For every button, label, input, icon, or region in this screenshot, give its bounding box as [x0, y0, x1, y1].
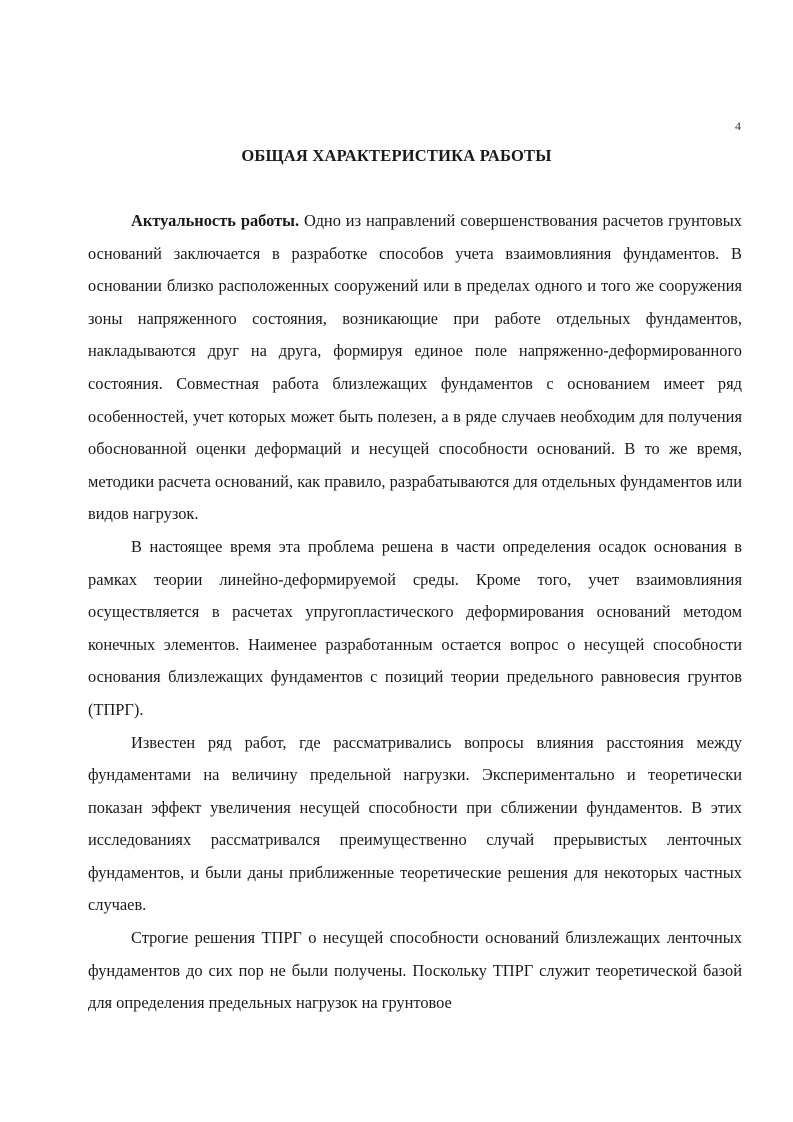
paragraph-text: Известен ряд работ, где рассматривались вопросы влияния расстояния между фундаментами на величину предельной нагрузки. Экспериментально и теоретически показан эффект увеличения несущей способности при сближении фундаментов. В этих исследованиях рассматривался преимущественно случай прерывистых ленточных фундаментов, и были даны приближенные теоретические решения для некоторых частных случаев.: [88, 732, 742, 915]
paragraph-previous-works: [88, 727, 742, 923]
paragraph-relevance: [88, 205, 742, 531]
paragraph-text: Строгие решения ТПРГ о несущей способности оснований близлежащих ленточных фундаментов до сих пор не были получены. Поскольку ТПРГ служит теоретической базой для определения предельных нагрузок на грунтовое: [88, 928, 742, 1013]
paragraph-current-state: [88, 531, 742, 727]
paragraph-strict-solutions: [88, 922, 742, 1020]
paragraph-text: Одно из направлений совершенствования расчетов грунтовых оснований заключается в разработке способов учета взаимовлияния фундаментов. В основании близко расположенных сооружений или в пределах одного и того же сооружения зоны напряженного состояния, возникающие при работе отдельных фундаментов, накладываются друг на друга, формируя единое поле напряженно-деформированного состояния. Совместная работа близлежащих фундаментов с основанием имеет ряд особенностей, учет которых может быть полезен, а в ряде случаев необходим для получения обоснованной оценки деформаций и несущей способности оснований. В то же время, методики расчета оснований, как правило, разрабатываются для отдельных фундаментов или видов нагрузок.: [88, 211, 742, 524]
page-number: 4: [735, 119, 741, 133]
paragraph-text: В настоящее время эта проблема решена в части определения осадок основания в рамках теории линейно-деформируемой среды. Кроме того, учет взаимовлияния осуществляется в расчетах упругопластического деформирования оснований методом конечных элементов. Наименее разработанным остается вопрос о несущей способности основания близлежащих фундаментов с позиций теории предельного равновесия грунтов (ТПРГ).: [88, 536, 742, 719]
document-title: ОБЩАЯ ХАРАКТЕРИСТИКА РАБОТЫ: [241, 146, 552, 165]
paragraph-lead-heading: Актуальность работы.: [131, 211, 300, 230]
body-text: [88, 205, 742, 1020]
